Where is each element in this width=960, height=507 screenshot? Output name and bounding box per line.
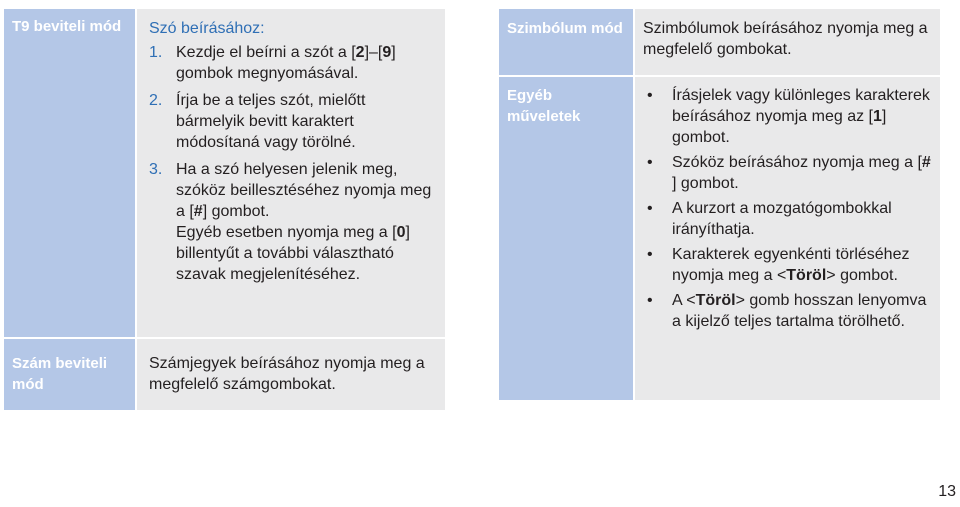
step-text: Kezdje el beírni a szót a [ <box>176 44 356 61</box>
t9-mode-label <box>4 9 135 337</box>
item-text: Karakterek egyenkénti törléséhez nyomja meg a < <box>672 246 910 284</box>
step-number: 3. <box>149 161 163 178</box>
key-1: 1 <box>873 108 882 125</box>
other-item <box>643 290 932 332</box>
t9-step-3 <box>149 159 437 285</box>
number-mode-content <box>137 339 445 410</box>
other-operations-content <box>635 77 940 400</box>
step-text: ] gombok megnyomásával. <box>176 44 396 82</box>
delete-key: Töröl <box>786 267 827 284</box>
delete-key: Töröl <box>695 292 736 309</box>
t9-steps-list <box>149 42 437 285</box>
step-text: ] gombot. <box>202 203 270 220</box>
t9-step-2 <box>149 90 437 153</box>
bullet-icon: • <box>647 246 653 263</box>
bullet-icon: • <box>647 292 653 309</box>
step-text: Ha a szó helyesen jelenik meg, szóköz beillesztéséhez nyomja meg a [ <box>176 161 432 220</box>
t9-mode-label-text: T9 beviteli mód <box>12 18 122 35</box>
bullet-icon: • <box>647 154 653 171</box>
item-text: Szóköz beírásához nyomja meg a [ <box>672 154 922 171</box>
step-text: Egyéb esetben nyomja meg a [ <box>176 224 397 241</box>
key-0: 0 <box>396 224 406 241</box>
symbol-mode-label <box>499 9 633 75</box>
number-mode-label <box>4 339 135 410</box>
number-mode-label-text: Szám beviteli mód <box>12 355 108 393</box>
item-text: ] gombot. <box>672 175 739 192</box>
other-item <box>643 198 932 240</box>
other-item <box>643 244 932 286</box>
bullet-icon: • <box>647 200 653 217</box>
symbol-mode-label-text: Szimbólum mód <box>507 20 623 37</box>
t9-heading: Szó beírásához: <box>149 20 265 37</box>
hash-key-icon: # <box>193 203 203 220</box>
item-text: ] gombot. <box>672 108 887 146</box>
item-text: > gomb hosszan lenyomva a kijelző teljes tartalma törölhető. <box>672 292 927 330</box>
key-2: 2 <box>355 44 365 61</box>
step-text: Írja be a teljes szót, mielőtt bármelyik bevitt karaktert módosítaná vagy törölné. <box>176 92 366 151</box>
other-operations-label <box>499 77 633 400</box>
other-item <box>643 152 932 194</box>
step-number: 1. <box>149 44 163 61</box>
number-mode-text: Számjegyek beírásához nyomja meg a megfelelő számgombokat. <box>149 355 425 393</box>
t9-mode-content <box>137 9 445 337</box>
other-operations-label-text: Egyéb műveletek <box>507 87 581 125</box>
symbol-mode-content <box>635 9 940 75</box>
item-text: A kurzort a mozgatógombokkal irányíthatja. <box>672 200 892 238</box>
bullet-icon: • <box>647 87 653 104</box>
step-text: ] billentyűt a további választható szavak megjelenítéséhez. <box>176 224 410 283</box>
item-text: > gombot. <box>826 267 898 284</box>
hash-key-icon: # <box>921 154 931 171</box>
page-number: 13 <box>938 483 956 500</box>
step-number: 2. <box>149 92 163 109</box>
step-text: ]–[ <box>364 44 383 61</box>
item-text: Írásjelek vagy különleges karakterek beírásához nyomja meg az [ <box>672 87 930 125</box>
other-item <box>643 85 932 148</box>
t9-step-1 <box>149 42 437 84</box>
symbol-mode-text: Szimbólumok beírásához nyomja meg a megfelelő gombokat. <box>643 20 928 58</box>
other-operations-list <box>643 85 932 332</box>
item-text: A < <box>672 292 696 309</box>
key-9: 9 <box>382 44 392 61</box>
